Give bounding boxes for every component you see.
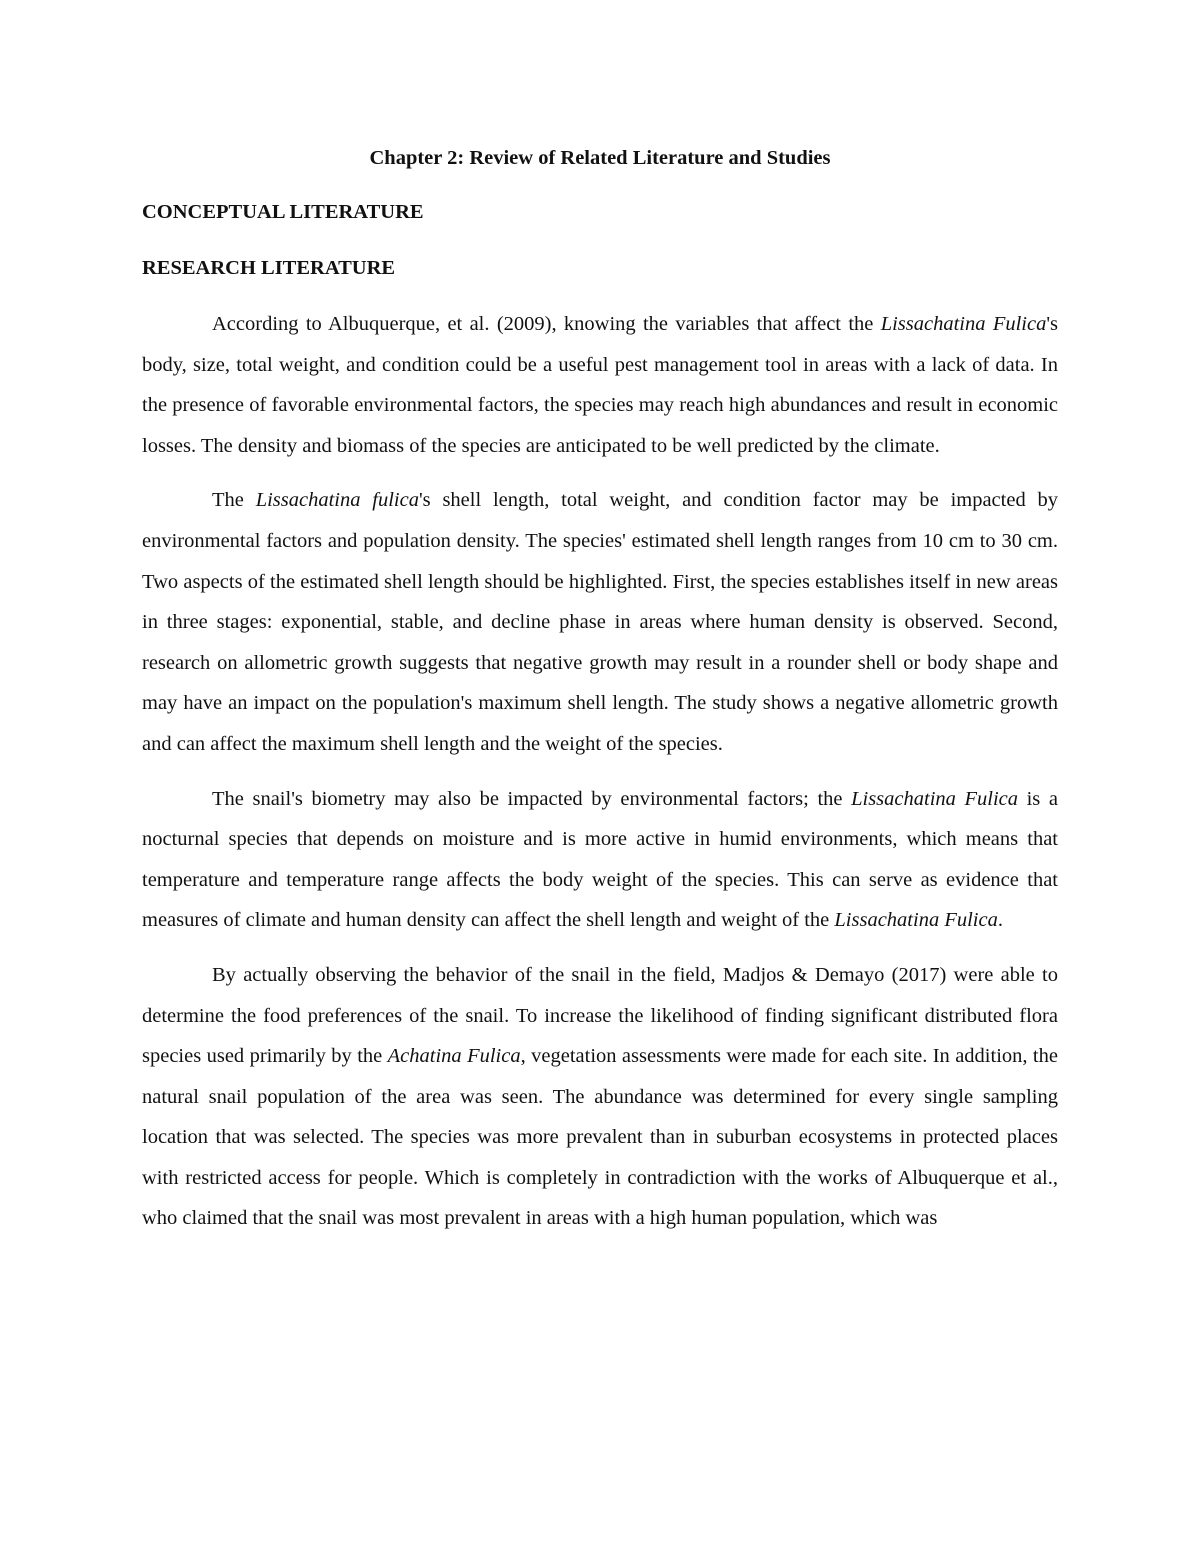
paragraph-text: 's shell length, total weight, and condition factor may be impacted by environmental factors and population density. The species' estimated shell length ranges from 10 cm to 30 cm. Two aspects of the estimated shell length should be highlighted. First, the species establishes itself in new areas in three stages: exponential, stable, and decline phase in areas where human density is observed. Second, research on allometric growth suggests that negative growth may result in a rounder shell or body shape and may have an impact on the population's maximum shell length. The study shows a negative allometric growth and can affect the maximum shell length and the weight of the species. [142, 489, 1059, 755]
paragraph-text: The [212, 489, 256, 512]
paragraph-2 [142, 480, 1058, 764]
paragraph-text: , vegetation assessments were made for each site. In addition, the natural snail population of the area was seen. The abundance was determined for every single sampling location that was selected. The species was more prevalent than in suburban ecosystems in protected places with restricted access for people. Which is completely in contradiction with the works of Albuquerque et al., who claimed that the snail was most prevalent in areas with a high human population, which was [142, 1045, 1058, 1230]
species-name: Achatina Fulica [387, 1045, 521, 1068]
paragraph-3 [142, 779, 1058, 941]
document-body [142, 138, 1058, 1253]
paragraph-text: . [997, 909, 1003, 932]
section-heading-conceptual: CONCEPTUAL LITERATURE [142, 201, 424, 223]
species-name: Lissachatina Fulica [880, 313, 1047, 335]
paragraph-text: The snail's biometry may also be impacted by environmental factors; the [212, 787, 852, 810]
section-heading-research: RESEARCH LITERATURE [142, 257, 396, 279]
paragraph-text: By actually observing the behavior of the snail in the field, Madjos & Demayo (2017) were able to determine the food preferences of the snail. To increase the likelihood of finding significant distributed flora species used primarily by the [142, 963, 1058, 1068]
species-name: Lissachatina Fulica [851, 787, 1019, 810]
paragraph-text: 's body, size, total weight, and condition could be a useful pest management tool in areas with a lack of data. In the presence of favorable environmental factors, the species may reach high abundances and result in economic losses. The density and biomass of the species are anticipated to be well predicted by the climate. [142, 313, 1059, 457]
paragraph-1 [142, 304, 1058, 466]
paragraph-4 [142, 955, 1058, 1239]
paragraph-text: is a nocturnal species that depends on moisture and is more active in humid environments, which means that temperature and temperature range affects the body weight of the species. This can serve as evidence that measures of climate and human density can affect the shell length and weight of the [142, 787, 1058, 932]
chapter-title: Chapter 2: Review of Related Literature and Studies [369, 147, 831, 169]
species-name: Lissachatina Fulica [834, 909, 998, 932]
paragraph-text: According to Albuquerque, et al. (2009), knowing the variables that affect the [212, 313, 881, 335]
species-name: Lissachatina fulica [255, 489, 419, 512]
